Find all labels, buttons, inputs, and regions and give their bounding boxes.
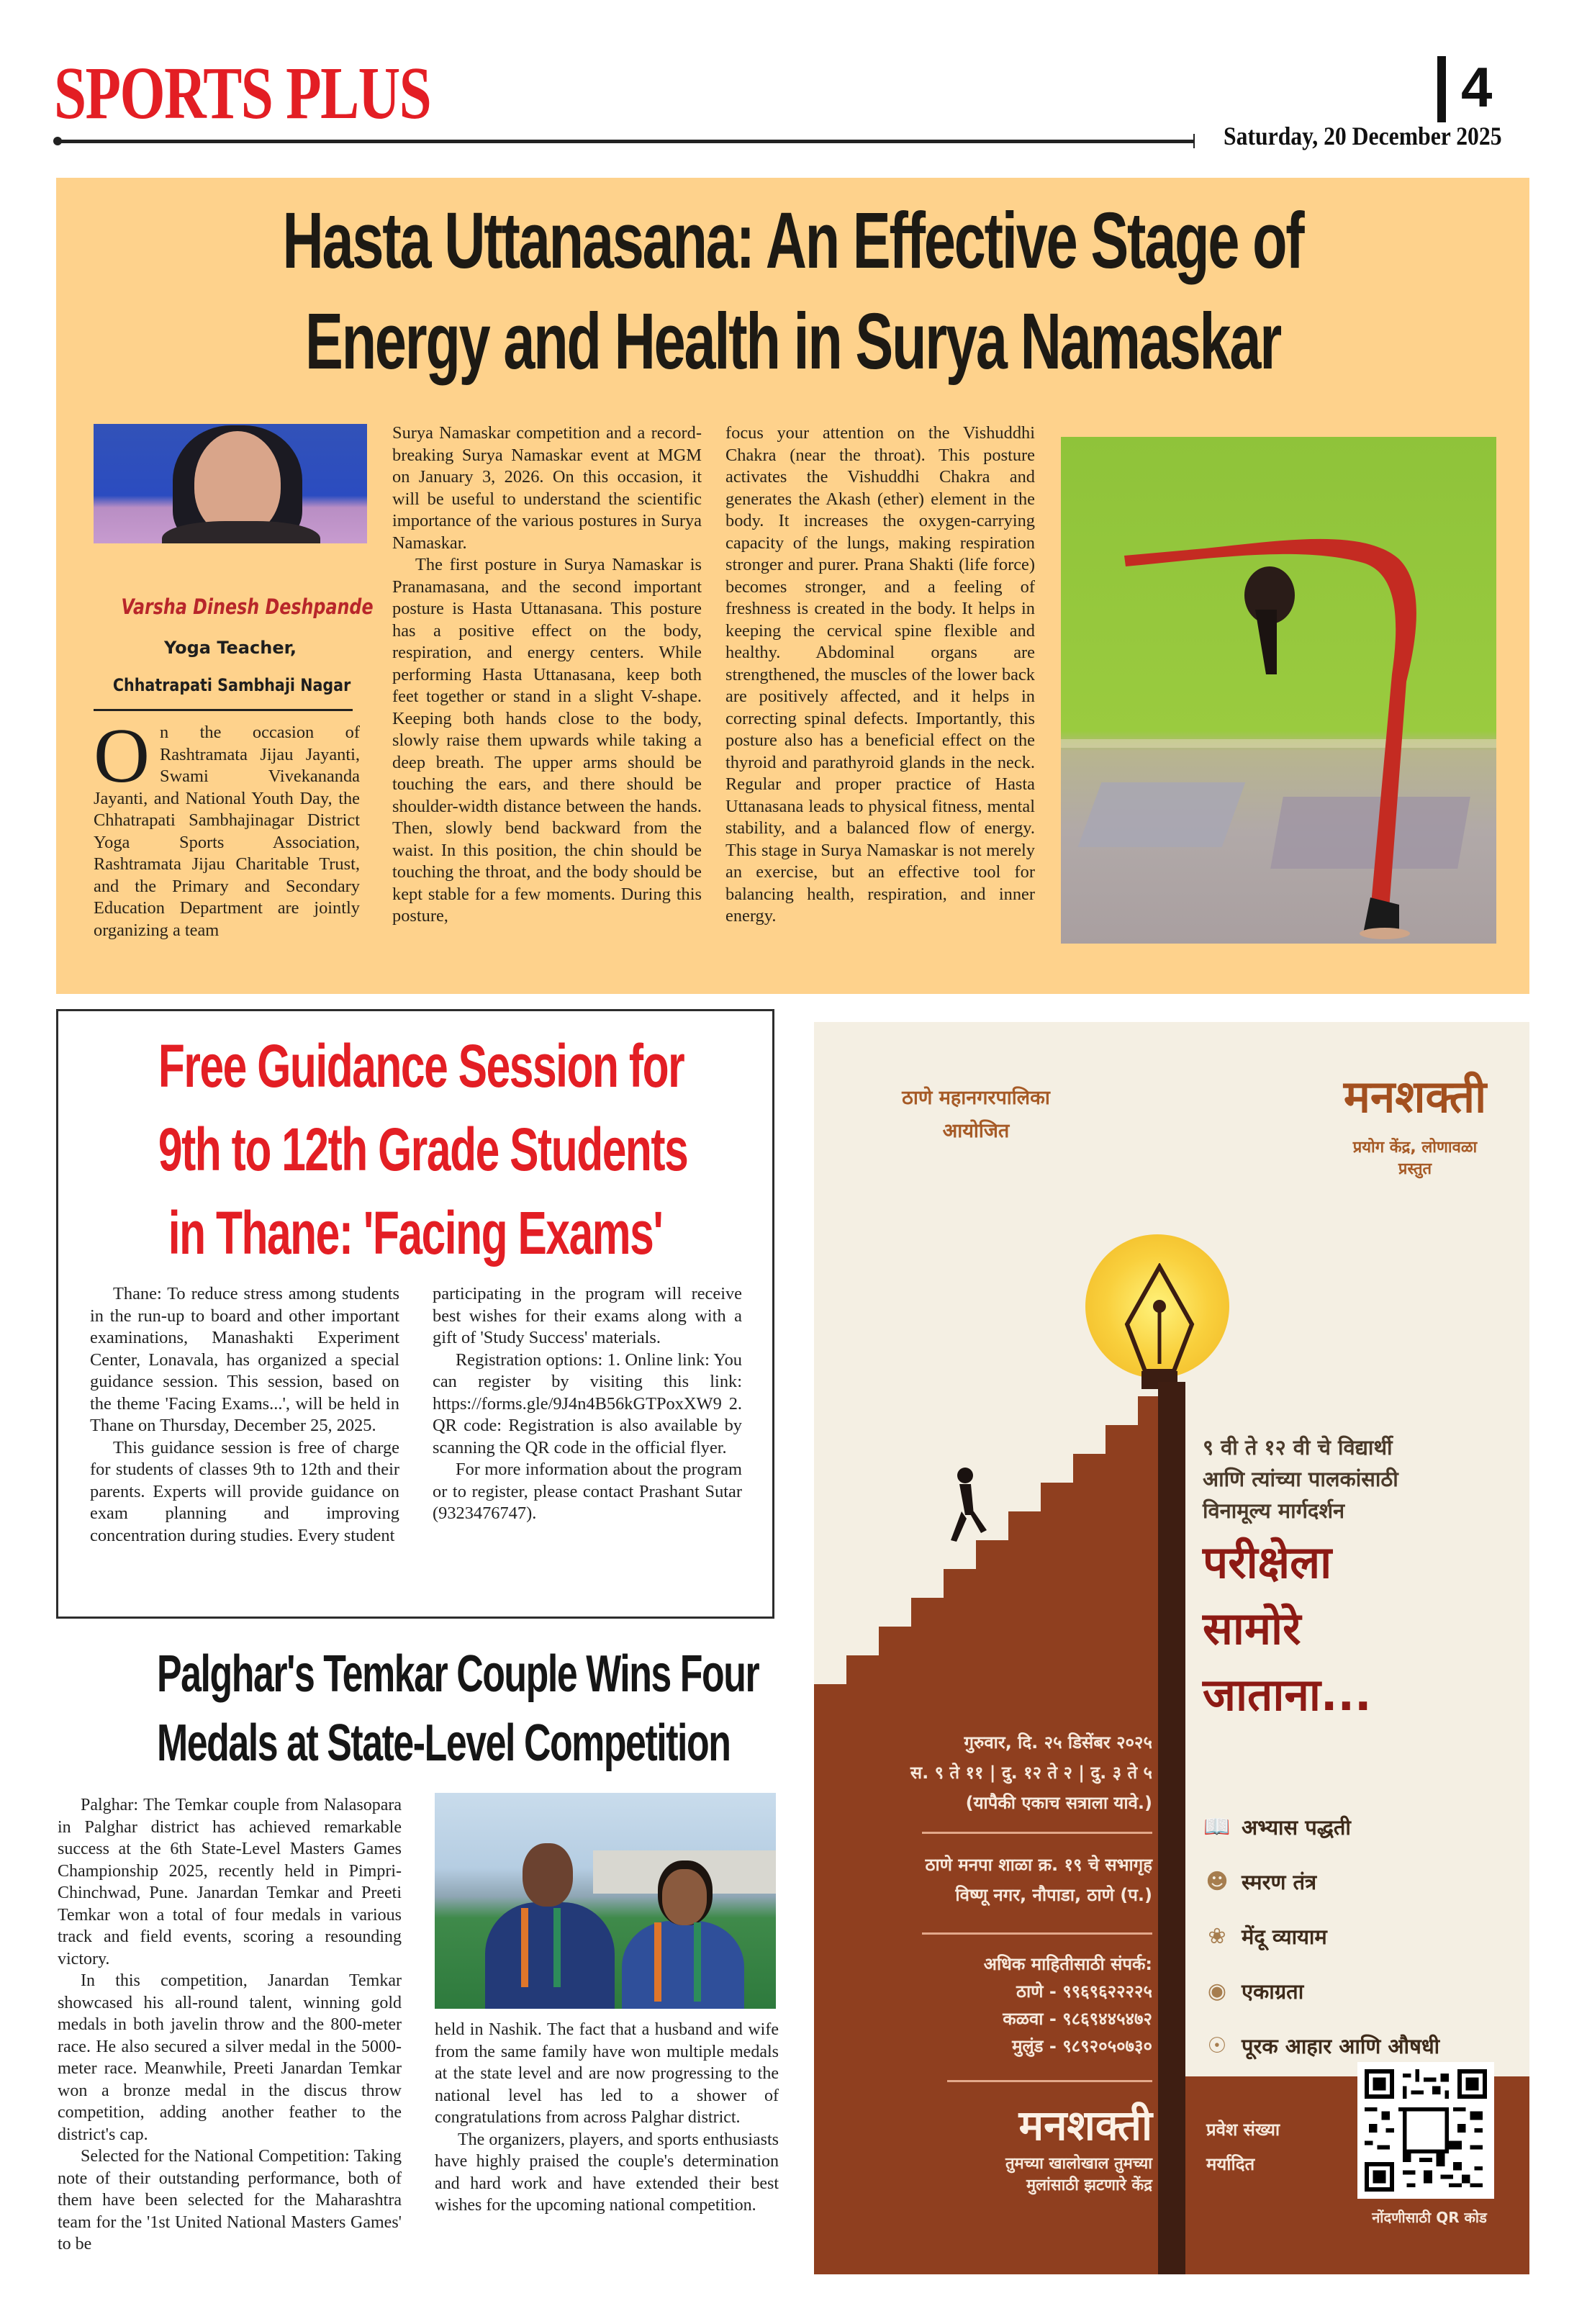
poster-feature-item	[1203, 1799, 1519, 1854]
poster-audience-line: ९ वी ते १२ वी चे विद्यार्थी	[1203, 1435, 1393, 1460]
poster-tagline-line: मुलांसाठी झटणारे केंद्र	[1026, 2176, 1152, 2194]
temkar-headline-line: Medals at State-Level Competition	[157, 1714, 731, 1772]
qr-label: नोंदणीसाठी QR कोड	[1372, 2209, 1487, 2226]
author-place-text: Chhatrapati Sambhaji Nagar	[112, 675, 351, 695]
poster-audience-line: आणि त्यांच्या पालकांसाठी	[1203, 1467, 1398, 1491]
poster-schedule-line: गुरुवार, दि. २५ डिसेंबर २०२५	[964, 1732, 1152, 1753]
poster-entry-line: प्रवेश संख्या	[1206, 2120, 1280, 2140]
poster-title	[1203, 1529, 1519, 1728]
target-icon: ◉	[1207, 1978, 1227, 2004]
poster-tagline-line: तुमच्या खालोखाल तुमच्या	[1005, 2155, 1152, 2173]
paragraph: Registration options: 1. Online link: You can register by visiting this link: https://forms.gle/9J4n4B56kGTPoxXW9 2. QR code: Registration is also available by scanning the QR code in the official flyer.	[433, 1349, 742, 1457]
poster-schedule	[828, 1727, 1152, 1818]
book-icon: 📖	[1203, 1814, 1231, 1840]
feature-headline-line: Energy and Health in Surya Namaskar	[305, 297, 1280, 386]
poster-contact-line: कळवा - ९८६९४४५४७२	[1003, 2009, 1152, 2029]
plate-icon: ☉	[1207, 2033, 1227, 2058]
poster-limited-entry	[1206, 2112, 1343, 2181]
paragraph: held in Nashik. The fact that a husband and wife from the same family have won multiple medals at the state level and are now progressing to the national level has led to a shower of congratulations from across Palghar district.	[435, 2020, 779, 2127]
poster-contacts	[828, 1950, 1152, 2060]
poster-feature-label: स्मरण तंत्र	[1242, 1869, 1317, 1894]
poster-contact-line: मुलुंड - ९८९२०५०७३०	[1012, 2036, 1152, 2056]
feature-column-3	[725, 422, 1035, 928]
temkar-headline-line: Palghar's Temkar Couple Wins Four	[157, 1645, 759, 1703]
poster-feature-label: पूरक आहार आणि औषधी	[1242, 2033, 1440, 2058]
paragraph: Surya Namaskar competition and a record-breaking Surya Namaskar event at MGM on January 3, 2026. On this occasion, it will be useful to understand the scientific importance of the various postures in Surya Namaskar.	[392, 423, 702, 553]
temkar-column-2	[435, 2019, 779, 2217]
poster-title-line: सामोरे	[1203, 1602, 1301, 1655]
feature-column-1	[94, 713, 360, 941]
paragraph: The organizers, players, and sports enthusiasts have highly praised the couple's determination and hard work and have extended their best wishes for the upcoming national competition.	[435, 2130, 779, 2215]
poster-footer-logo: मनशक्ती	[1018, 2101, 1152, 2150]
feature-article	[56, 178, 1529, 994]
section-title: SPORTS PLUS	[54, 52, 431, 135]
feature-headline-line: Hasta Uttanasana: An Effective Stage of	[282, 196, 1303, 285]
exam-headline-line: Free Guidance Session for	[158, 1032, 684, 1100]
temkar-couple-photo	[435, 1793, 776, 2009]
poster-title-line: जाताना...	[1203, 1668, 1372, 1721]
exam-headline	[58, 1024, 772, 1275]
temkar-headline	[56, 1640, 776, 1783]
poster-contact-line: ठाणे - ९९६९६२२२२५	[1016, 1981, 1152, 2002]
page-number: 4	[1461, 55, 1493, 119]
poster-venue-line: ठाणे मनपा शाळा क्र. १९ चे सभागृह	[925, 1855, 1152, 1875]
memory-head-icon: ☻	[1206, 1868, 1229, 1894]
poster-feature-list	[1203, 1799, 1519, 2073]
poster-feature-label: मेंदू व्यायाम	[1242, 1924, 1327, 1949]
manashakti-logo: मनशक्ती	[1343, 1070, 1487, 1123]
manashakti-poster	[814, 1022, 1529, 2274]
temkar-column-1	[58, 1794, 402, 2256]
exam-column-1	[90, 1283, 399, 1547]
pen-body-pillar	[1158, 1382, 1185, 2274]
climbing-person-icon	[951, 1468, 987, 1542]
paragraph: For more information about the program or to register, please contact Prashant Sutar (9323476747).	[433, 1460, 742, 1523]
staircase-illustration	[814, 1367, 1188, 1727]
paragraph: n the occasion of Rashtramata Jijau Jayanti, Swami Vivekananda Jayanti, and National Youth Day, the Chhatrapati Sambhajinagar District Yoga Sports Association, Rashtramata Jijau Charitable Trust, and the Primary and Secondary Education Department are jointly organizing a team	[94, 723, 360, 940]
poster-feature-item	[1203, 1963, 1519, 2018]
registration-qr-code[interactable]	[1357, 2062, 1494, 2199]
feature-headline	[56, 191, 1529, 407]
issue-date: Saturday, 20 December 2025	[1224, 122, 1502, 150]
author-name-text: Varsha Dinesh Deshpande	[121, 594, 374, 619]
paragraph: In this competition, Janardan Temkar showcased his all-round talent, winning gold medals in both javelin throw and the 800-meter race. He also secured a silver medal in the 5000-meter race. Meanwhile, Preeti Janardan Temkar won a bronze medal in the discus throw competition, adding another feather to the district's cap.	[58, 1971, 402, 2144]
poster-divider	[922, 1832, 1152, 1834]
paragraph: Palghar: The Temkar couple from Nalasopara in Palghar district has achieved remarkable success at the 6th State-Level Masters Games Championship 2025, recently held in Pimpri-Chinchwad, Pune. Janardan Temkar and Preeti Temkar won a total of four medals in various track and field events, scoring a resounding victory.	[58, 1796, 402, 1968]
yoga-pose-photo	[1061, 437, 1496, 944]
poster-contact-line: अधिक माहितीसाठी संपर्क:	[983, 1954, 1152, 1974]
author-name	[94, 594, 374, 620]
masthead-rule	[56, 140, 1193, 143]
author-place	[94, 674, 367, 696]
poster-schedule-line: स. ९ ते ११ | दु. १२ ते २ | दु. ३ ते ५	[910, 1763, 1152, 1783]
poster-audience	[1203, 1432, 1519, 1527]
paragraph: This guidance session is free of charge for students of classes 9th to 12th and their parents. Experts will provide guidance on exam planning and improving concentration during studies. Every student	[90, 1437, 399, 1545]
poster-audience-line: विनामूल्य मार्गदर्शन	[1203, 1498, 1345, 1523]
feature-column-2	[392, 422, 702, 928]
poster-organizer	[857, 1082, 1095, 1148]
page-number-bar	[1437, 56, 1446, 122]
qr-code-icon	[1365, 2069, 1487, 2192]
paragraph: Thane: To reduce stress among students in the run-up to board and other important examinations, Manashakti Experiment Center, Lonavala, has organized a special guidance session. This session, based on the theme 'Facing Exams...', will be held in Thane on Thursday, December 25, 2025.	[90, 1284, 399, 1435]
poster-entry-line: मर्यादित	[1206, 2154, 1255, 2174]
paragraph: Selected for the National Competition: Taking note of their outstanding performance, both of them have been selected for the Maharashtra team for the '1st United National Masters Games' to be	[58, 2147, 402, 2253]
author-divider	[94, 709, 353, 711]
poster-divider	[922, 1932, 1152, 1935]
poster-tagline	[828, 2153, 1152, 2197]
poster-logo-subtitle-line: प्रयोग केंद्र, लोणावळा	[1352, 1139, 1478, 1157]
poster-feature-item	[1203, 1909, 1519, 1963]
poster-logo-subtitle-line: प्रस्तुत	[1398, 1160, 1432, 1178]
yoga-figure-illustration	[1061, 437, 1496, 944]
drop-cap: O	[94, 713, 150, 799]
exam-guidance-article	[56, 1009, 774, 1619]
poster-schedule-line: (यापैकी एकाच सत्राला यावे.)	[965, 1793, 1152, 1813]
paragraph: The first posture in Surya Namaskar is Pranamasana, and the second important posture is Hasta Uttanasana. This posture has a positive effect on the body, respiration, and energy centers. While performing Hasta Uttanasana, keep both feet together or stand in a slight V-shape. Keeping both hands close to the body, slowly raise them upwards while taking a deep breath. The upper arms should be touching the ears, and there should be shoulder-width distance between the hands. Then, slowly bend backward from the waist. In this position, the chin should be touching the throat, and the body should be kept stable for a few moments. During this posture,	[392, 555, 702, 926]
exam-headline-line: 9th to 12th Grade Students	[158, 1116, 688, 1183]
paragraph: focus your attention on the Vishuddhi Chakra (near the throat). This posture activates the Vishuddhi Chakra and generates the Akash (ether) element in the body. It increases the oxygen-carrying capacity of the lungs, making respiration stronger and purer. Prana Shakti (life force) becomes stronger, and a feeling of freshness is created in the body. It helps in keeping the cervical spine flexible and healthy. Abdominal organs are strengthened, the muscles of the lower back are positively affected, and it helps in correcting spinal defects. Importantly, this posture also has a beneficial effect on the thyroid and parathyroid glands in the neck. Regular and proper practice of Hasta Uttanasana leads to physical fitness, mental stability, and a balanced flow of energy. This stage in Surya Namaskar is not merely an exercise, but an effective tool for balancing health, respiration, and inner energy.	[725, 423, 1035, 926]
poster-divider	[947, 2080, 1152, 2082]
poster-feature-label: एकाग्रता	[1242, 1979, 1304, 2004]
poster-organizer-line: आयोजित	[942, 1120, 1010, 1142]
poster-venue	[828, 1850, 1152, 1910]
author-photo	[94, 424, 367, 543]
paragraph: participating in the program will receive best wishes for their exams along with a gift of 'Study Success' materials.	[433, 1284, 742, 1347]
exam-column-2	[433, 1283, 742, 1525]
poster-title-line: परीक्षेला	[1203, 1536, 1332, 1588]
author-role: Yoga Teacher,	[163, 638, 297, 658]
poster-venue-line: विष्णू नगर, नौपाडा, ठाणे (प.)	[955, 1885, 1152, 1905]
poster-feature-label: अभ्यास पद्धती	[1242, 1814, 1351, 1840]
poster-organizer-line: ठाणे महानगरपालिका	[902, 1087, 1050, 1109]
exam-headline-line: in Thane: 'Facing Exams'	[168, 1199, 663, 1267]
brain-icon: ❀	[1208, 1923, 1226, 1949]
poster-logo-subtitle	[1311, 1137, 1519, 1180]
poster-feature-item	[1203, 1854, 1519, 1909]
